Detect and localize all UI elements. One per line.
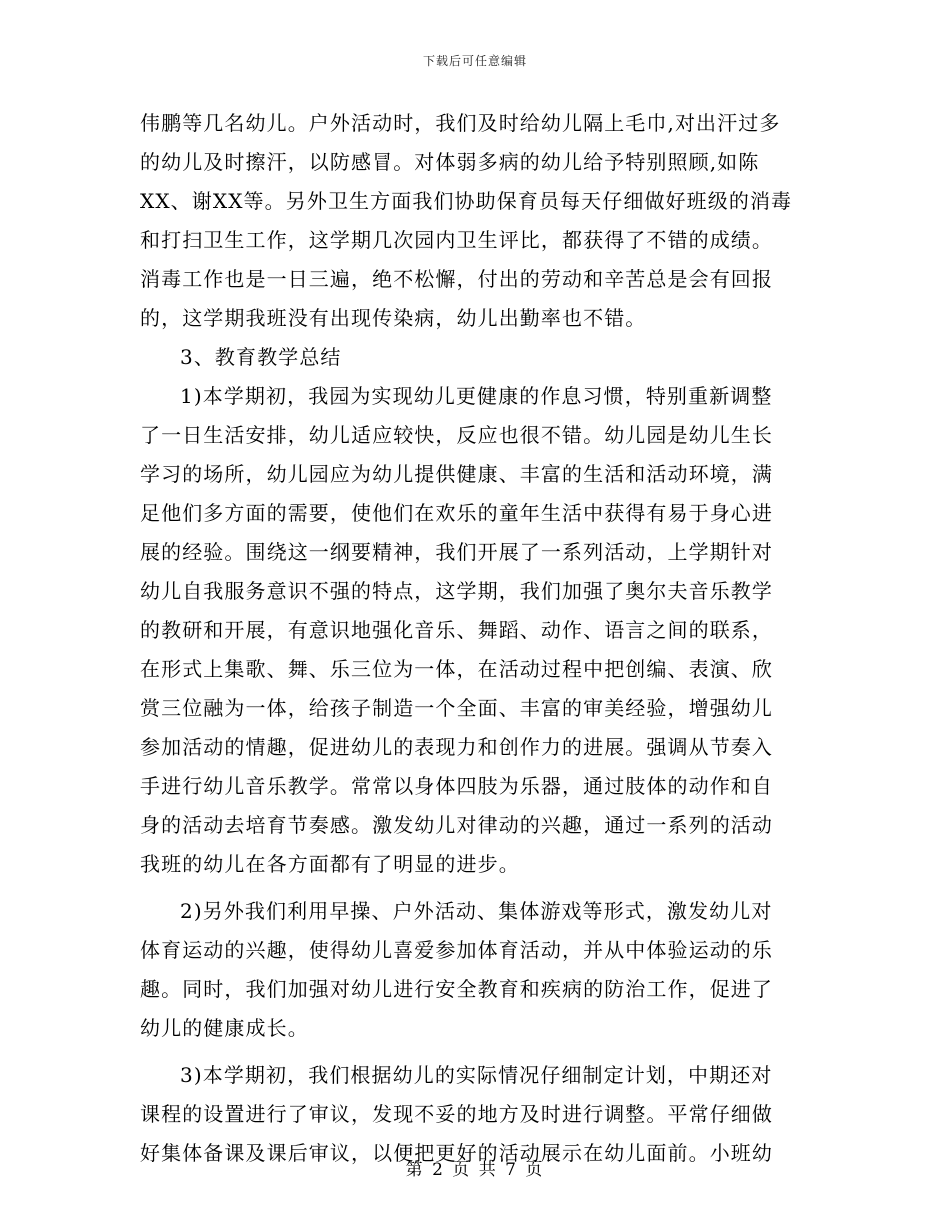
text-line: 的教研和开展，有意识地强化音乐、舞蹈、动作、语言之间的联系， — [140, 618, 773, 642]
text-line: 伟鹏等几名幼儿。户外活动时，我们及时给幼儿隔上毛巾,对出汗过多 — [140, 111, 781, 135]
text-line: 身的活动去培育节奏感。激发幼儿对律动的兴趣，通过一系列的活动 — [140, 813, 773, 837]
text-line: 足他们多方面的需要，使他们在欢乐的童年生活中获得有易于身心进 — [140, 501, 773, 525]
text-line: 幼儿自我服务意识不强的特点，这学期，我们加强了奥尔夫音乐教学 — [140, 579, 773, 603]
page-header: 下载后可任意编辑 — [422, 54, 527, 68]
text-line: 趣。同时，我们加强对幼儿进行安全教育和疾病的防治工作，促进了 — [140, 977, 773, 1001]
text-line: 赏三位融为一体，给孩子制造一个全面、丰富的审美经验，增强幼儿 — [140, 696, 773, 720]
page-footer: 第 2 页 共 7 页 — [405, 1160, 545, 1180]
text-line: 的，这学期我班没有出现传染病，幼儿出勤率也不错。 — [140, 306, 647, 330]
text-line: 消毒工作也是一日三遍，绝不松懈，付出的劳动和辛苦总是会有回报 — [140, 267, 773, 291]
section-heading: 3、教育教学总结 — [180, 345, 342, 369]
text-line: 我班的幼儿在各方面都有了明显的进步。 — [140, 852, 520, 876]
text-line: 参加活动的情趣，促进幼儿的表现力和创作力的进展。强调从节奏入 — [140, 735, 773, 759]
text-line: 展的经验。围绕这一纲要精神，我们开展了一系列活动，上学期针对 — [140, 540, 773, 564]
paragraph-start: 1)本学期初，我园为实现幼儿更健康的作息习惯，特别重新调整 — [180, 384, 773, 408]
paragraph-start: 3)本学期初，我们根据幼儿的实际情况仔细制定计划，中期还对 — [180, 1063, 773, 1087]
paragraph-start: 2)另外我们利用早操、户外活动、集体游戏等形式，激发幼儿对 — [180, 899, 773, 923]
text-line: 好集体备课及课后审议，以便把更好的活动展示在幼儿面前。小班幼 — [140, 1141, 773, 1165]
text-line: 课程的设置进行了审议，发现不妥的地方及时进行调整。平常仔细做 — [140, 1102, 773, 1126]
text-line: 在形式上集歌、舞、乐三位为一体，在活动过程中把创编、表演、欣 — [140, 657, 773, 681]
text-line: 幼儿的健康成长。 — [140, 1016, 309, 1040]
text-line: 学习的场所，幼儿园应为幼儿提供健康、丰富的生活和活动环境，满 — [140, 462, 773, 486]
text-line: XX、谢XX等。另外卫生方面我们协助保育员每天仔细做好班级的消毒 — [140, 189, 793, 213]
text-line: 的幼儿及时擦汗，以防感冒。对体弱多病的幼儿给予特别照顾,如陈 — [140, 150, 760, 174]
text-line: 了一日生活安排，幼儿适应较快，反应也很不错。幼儿园是幼儿生长 — [140, 423, 773, 447]
text-line: 和打扫卫生工作，这学期几次园内卫生评比，都获得了不错的成绩。 — [140, 228, 773, 252]
text-line: 手进行幼儿音乐教学。常常以身体四肢为乐器，通过肢体的动作和自 — [140, 774, 773, 798]
text-line: 体育运动的兴趣，使得幼儿喜爱参加体育活动，并从中体验运动的乐 — [140, 938, 773, 962]
body-text — [140, 104, 810, 1173]
